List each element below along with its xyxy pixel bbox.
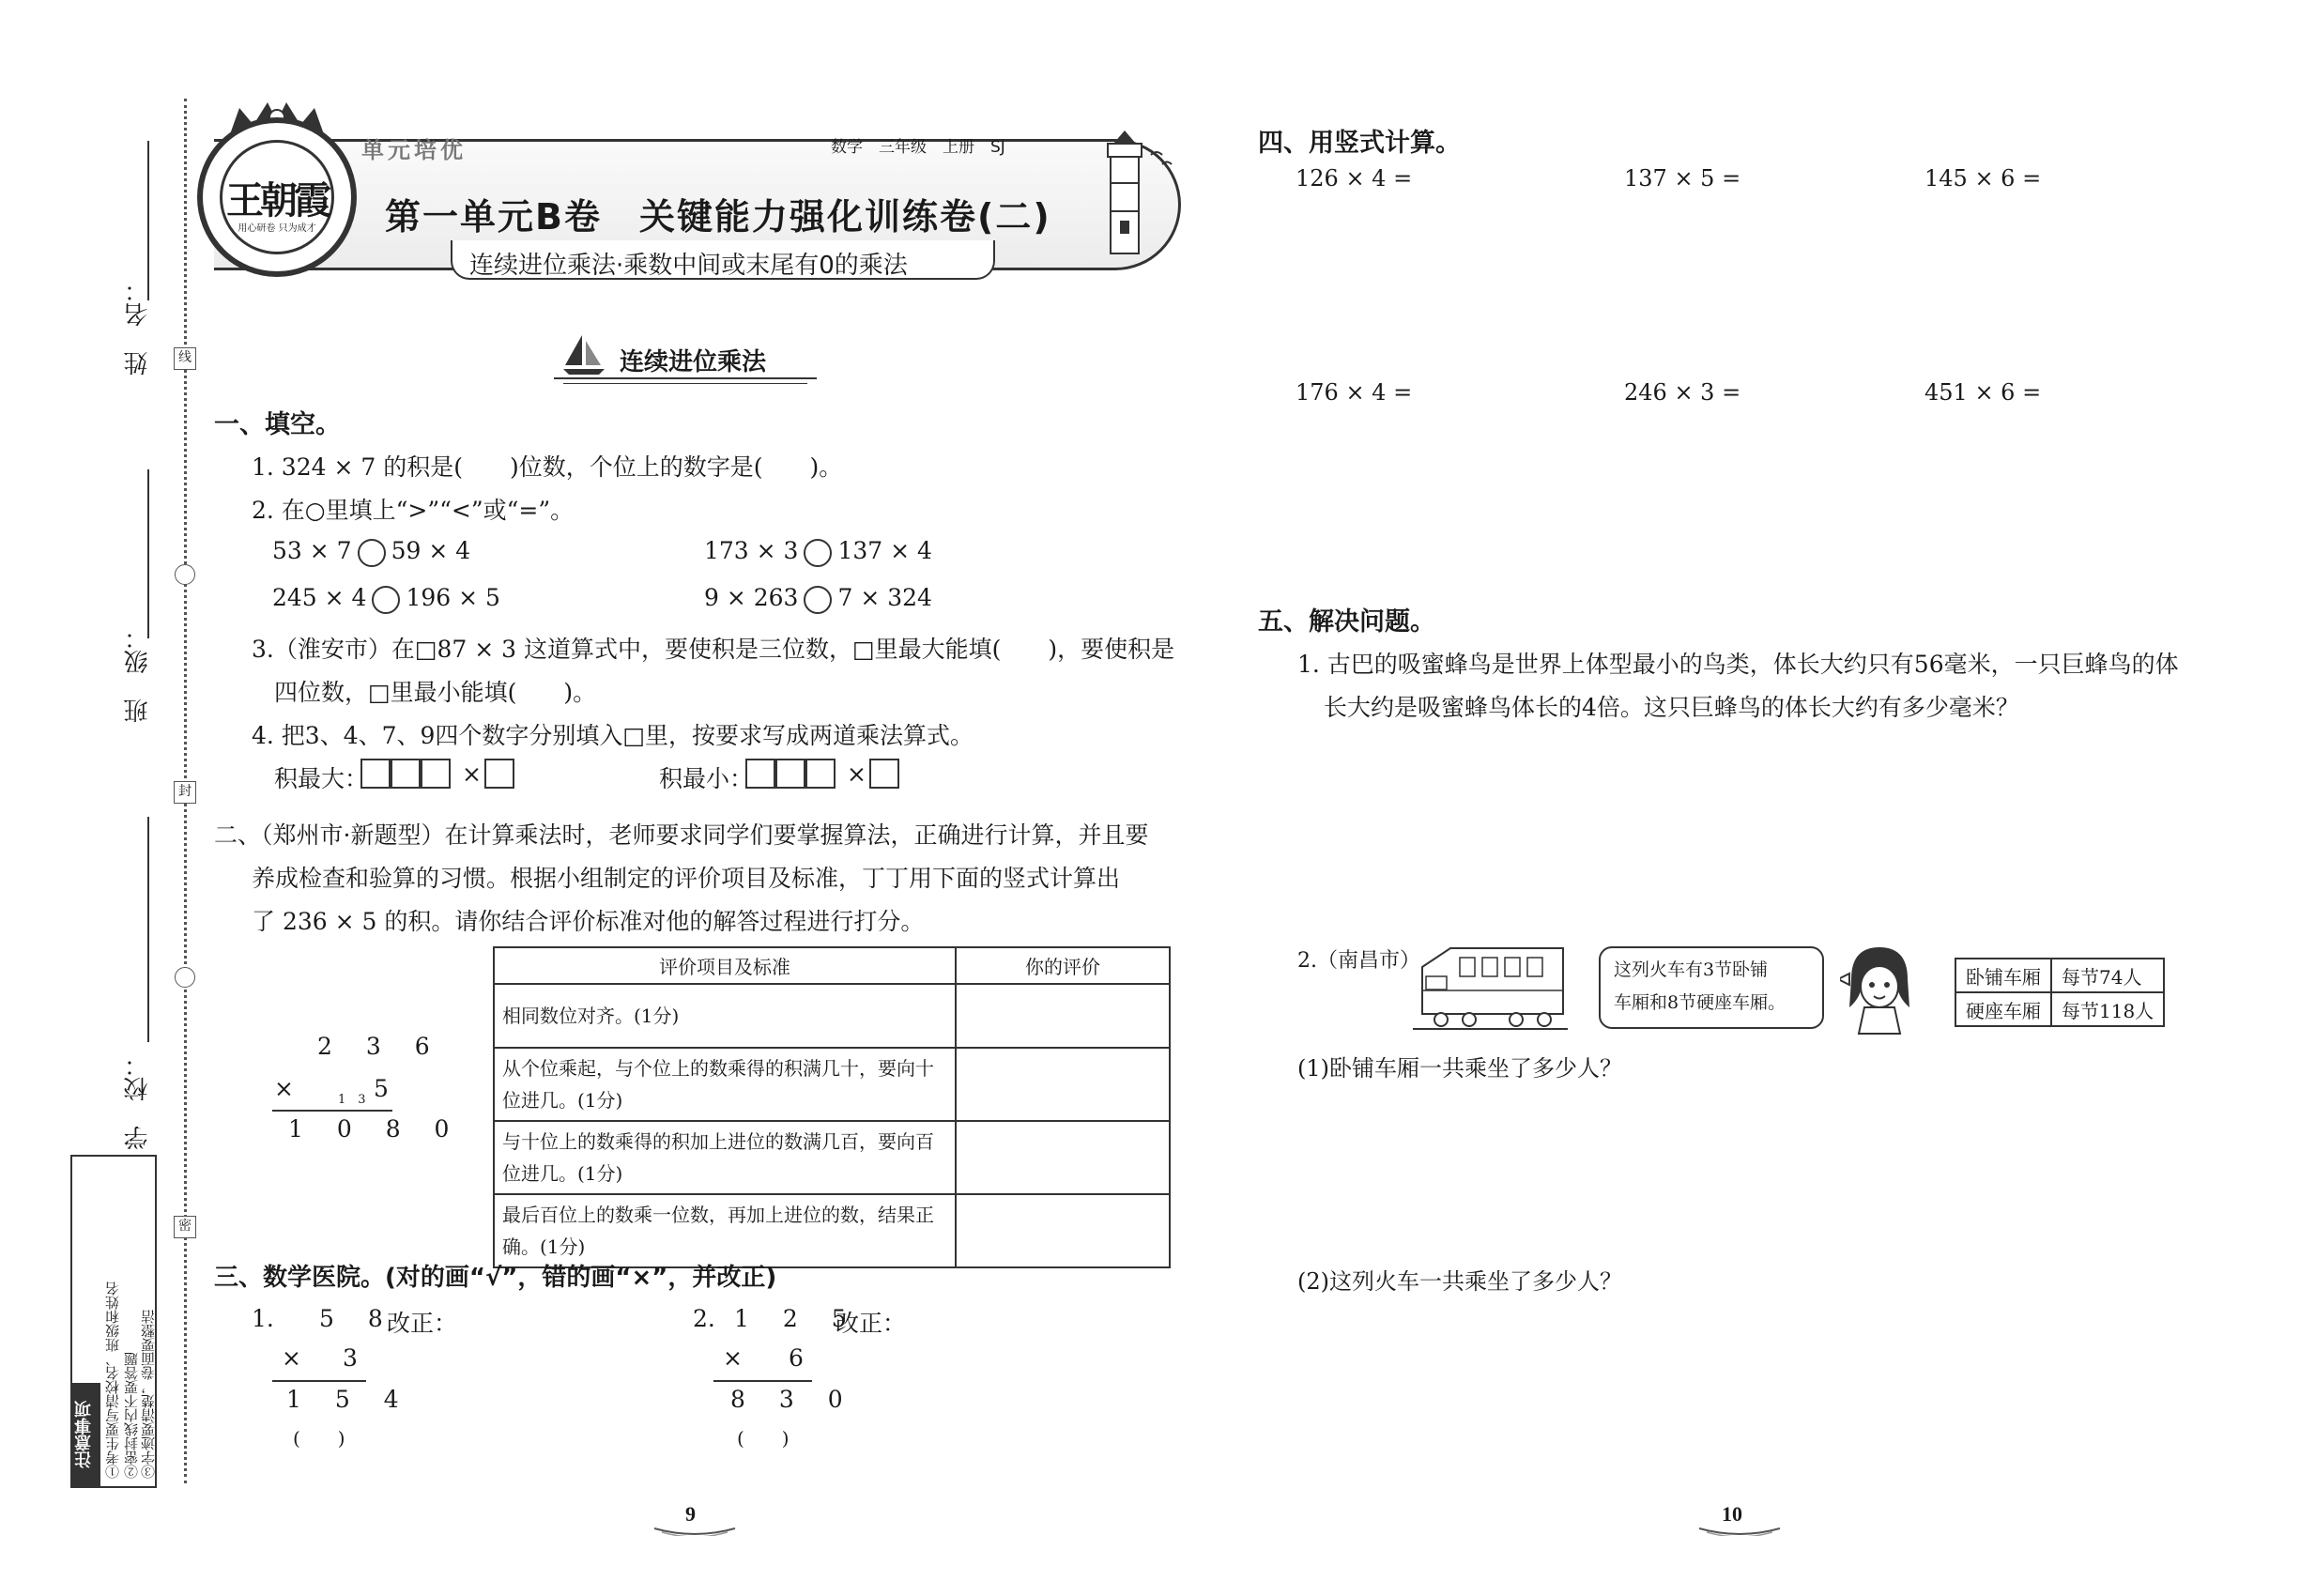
answer-circle[interactable] — [358, 539, 386, 567]
times-sign: × — [462, 760, 482, 788]
seat-count: 每节118人 — [2051, 992, 2164, 1026]
calc-item: 176 × 4 = — [1296, 379, 1413, 406]
hosp2-result: 8 3 0 — [730, 1386, 856, 1413]
note-1: ①考生要写清校名、班级和姓名 — [104, 1281, 121, 1479]
times-sign: × — [847, 760, 866, 788]
school-label: 学 校： — [124, 1052, 152, 1150]
seal-tag-mid: 封 — [174, 781, 196, 804]
answer-box[interactable] — [745, 759, 775, 789]
compare-2 — [704, 537, 932, 567]
seat-table — [1955, 958, 2165, 1027]
class-label: 班 级： — [124, 625, 152, 723]
part3-heading: 三、数学医院。(对的画“√”，错的画“×”，并改正) — [214, 1264, 777, 1292]
p5-q2-label: 2.（南昌市） — [1297, 949, 1420, 973]
table-row — [1955, 959, 2164, 992]
calc-item: 137 × 5 = — [1624, 165, 1741, 192]
section-underline-2 — [563, 383, 807, 384]
answer-circle[interactable] — [804, 586, 832, 614]
table-row — [494, 984, 1170, 1048]
compare-3-left: 245 × 4 — [272, 584, 367, 611]
unit-tab-label: 单元培优 — [361, 137, 467, 163]
seat-type: 卧铺车厢 — [1955, 959, 2051, 992]
page-ornament-left — [652, 1521, 737, 1536]
name-label: 姓 名： — [124, 278, 152, 376]
brand-logo — [197, 117, 357, 277]
calc-carry: 1 3 — [338, 1093, 366, 1107]
score-cell[interactable] — [956, 1048, 1170, 1121]
section-underline — [554, 377, 817, 379]
page-subtitle: 连续进位乘法·乘数中间或末尾有0的乘法 — [469, 252, 908, 280]
hosp1-fix: 改正： — [387, 1310, 458, 1337]
answer-box[interactable] — [391, 759, 421, 789]
school-line — [147, 817, 149, 1042]
page-title: 第一单元B卷 关键能力强化训练卷(二) — [385, 196, 1051, 238]
criterion-cell: 与十位上的数乘得的积加上进位的数满几百，要向百位进几。(1分) — [494, 1121, 956, 1194]
p5-sub2: (2)这列火车一共乘坐了多少人？ — [1297, 1268, 1622, 1295]
logo-subtext: 用心研卷 只为成才 — [238, 223, 316, 234]
part2-line2: 养成检查和验算的习惯。根据小组制定的评价项目及标准，丁丁用下面的竖式计算出 — [252, 865, 1121, 892]
answer-circle[interactable] — [804, 539, 832, 567]
table-row — [494, 1121, 1170, 1194]
compare-4-right: 7 × 324 — [837, 584, 932, 611]
calc-item: 126 × 4 = — [1296, 165, 1413, 192]
logo-text: 王朝霞 — [226, 178, 328, 223]
criterion-cell: 相同数位对齐。(1分) — [494, 984, 956, 1048]
answer-box[interactable] — [360, 759, 391, 789]
book-meta: 数学 三年级 上册 SJ — [831, 138, 1005, 157]
calc-result: 1 0 8 0 — [288, 1115, 463, 1143]
class-line — [147, 469, 149, 638]
p5-sub1: (1)卧铺车厢一共乘坐了多少人？ — [1297, 1055, 1622, 1082]
lighthouse-icon — [1078, 127, 1181, 258]
score-cell[interactable] — [956, 1194, 1170, 1267]
seal-tag-top: 线 — [174, 347, 196, 370]
page-ornament-right — [1697, 1521, 1782, 1536]
compare-3 — [272, 584, 500, 614]
hosp2-top: 1 2 5 — [734, 1305, 860, 1332]
table-header: 评价项目及标准 — [494, 947, 956, 984]
answer-box[interactable] — [775, 759, 805, 789]
score-cell[interactable] — [956, 1121, 1170, 1194]
evaluation-table — [493, 946, 1171, 1268]
bubble-line-1: 这列火车有3节卧铺 — [1614, 959, 1769, 980]
criterion-cell: 最后百位上的数乘一位数，再加上进位的数，结果正确。(1分) — [494, 1194, 956, 1267]
train-icon — [1413, 939, 1568, 1033]
table-row — [494, 1194, 1170, 1267]
calc-top: 2 3 6 — [317, 1033, 443, 1060]
exam-notes — [70, 1155, 157, 1488]
page-number-right: 10 — [1722, 1502, 1742, 1526]
compare-3-right: 196 × 5 — [406, 584, 500, 611]
calc-item: 145 × 6 = — [1924, 165, 2042, 192]
calc-line — [272, 1110, 392, 1112]
table-header: 你的评价 — [956, 947, 1170, 984]
seat-type: 硬座车厢 — [1955, 992, 2051, 1026]
max-label: 积最大： — [274, 765, 369, 792]
p5-q1-line2: 长大约是吸蜜蜂鸟体长的4倍。这只巨蜂鸟的体长大约有多少毫米？ — [1324, 694, 2019, 721]
sailboat-icon — [561, 333, 606, 376]
hosp1-line — [272, 1380, 366, 1382]
note-3: ③字迹要清楚，卷面要整洁 — [140, 1310, 157, 1479]
part5-heading: 五、解决问题。 — [1258, 607, 1435, 637]
criterion-cell: 从个位乘起，与个位上的数乘得的积满几十，要向十位进几。(1分) — [494, 1048, 956, 1121]
hosp2-op: × — [723, 1344, 756, 1372]
calc-bottom: 5 — [374, 1075, 402, 1102]
compare-1-left: 53 × 7 — [272, 537, 352, 564]
calc-op: × — [274, 1075, 307, 1102]
compare-1-right: 59 × 4 — [391, 537, 471, 564]
seal-hole-2 — [175, 967, 195, 988]
part2-line3: 了 236 × 5 的积。请你结合评价标准对他的解答过程进行打分。 — [252, 908, 925, 935]
seal-tag-bottom: 密 — [174, 1216, 196, 1238]
hosp2-fix: 改正： — [836, 1310, 907, 1337]
compare-2-left: 173 × 3 — [704, 537, 799, 564]
compare-4 — [704, 584, 932, 614]
q3-line2: 四位数，□里最小能填( )。 — [274, 679, 597, 706]
hosp1-answer[interactable]: ( ) — [293, 1427, 345, 1450]
answer-box[interactable] — [484, 759, 514, 789]
answer-circle[interactable] — [372, 586, 400, 614]
min-label: 积最小： — [659, 765, 754, 792]
hosp1-top: 5 8 — [319, 1305, 396, 1332]
answer-box[interactable] — [869, 759, 899, 789]
q3-line1: 3.（淮安市）在□87 × 3 这道算式中，要使积是三位数，□里最大能填( )，要使积是 — [252, 636, 1175, 663]
note-2: ②密封线内不要答题 — [123, 1352, 140, 1479]
notes-title: 注意事项 — [72, 1383, 100, 1486]
bubble-line-2: 车厢和8节硬座车厢。 — [1614, 992, 1786, 1013]
calc-item: 451 × 6 = — [1924, 379, 2042, 406]
part2-line1: 二、（郑州市·新题型）在计算乘法时，老师要求同学们要掌握算法，正确进行计算，并且要 — [214, 821, 1149, 849]
hosp2-bottom: 6 — [789, 1344, 817, 1372]
table-row — [1955, 992, 2164, 1026]
speech-bubble — [1599, 946, 1824, 1029]
hosp1-num: 1. — [252, 1305, 274, 1332]
girl-icon — [1840, 942, 1915, 1036]
page-number-left: 9 — [685, 1502, 696, 1526]
seat-count: 每节74人 — [2051, 959, 2164, 992]
seal-hole-1 — [175, 564, 195, 585]
compare-4-left: 9 × 263 — [704, 584, 799, 611]
section-title: 连续进位乘法 — [620, 348, 767, 376]
hosp1-bottom: 3 — [343, 1344, 371, 1372]
answer-box[interactable] — [805, 759, 836, 789]
calc-item: 246 × 3 = — [1624, 379, 1741, 406]
hosp1-op: × — [282, 1344, 314, 1372]
part1-heading: 一、填空。 — [214, 410, 341, 439]
p5-q1-line1: 1. 古巴的吸蜜蜂鸟是世界上体型最小的鸟类，体长大约只有56毫米，一只巨蜂鸟的体 — [1297, 651, 2179, 678]
answer-box[interactable] — [421, 759, 451, 789]
part4-heading: 四、用竖式计算。 — [1258, 129, 1461, 158]
q2-text: 2. 在○里填上“>”“<”或“=”。 — [252, 497, 575, 524]
compare-2-right: 137 × 4 — [837, 537, 932, 564]
score-cell[interactable] — [956, 984, 1170, 1048]
table-row — [494, 1048, 1170, 1121]
hosp2-num: 2. — [693, 1305, 715, 1332]
q4-text: 4. 把3、4、7、9四个数字分别填入□里，按要求写成两道乘法算式。 — [252, 722, 974, 749]
hosp2-line — [713, 1380, 812, 1382]
hosp2-answer[interactable]: ( ) — [737, 1427, 790, 1450]
q1-text: 1. 324 × 7 的积是( )位数，个位上的数字是( )。 — [252, 453, 843, 481]
hosp1-result: 1 5 4 — [286, 1386, 412, 1413]
compare-1 — [272, 537, 470, 567]
